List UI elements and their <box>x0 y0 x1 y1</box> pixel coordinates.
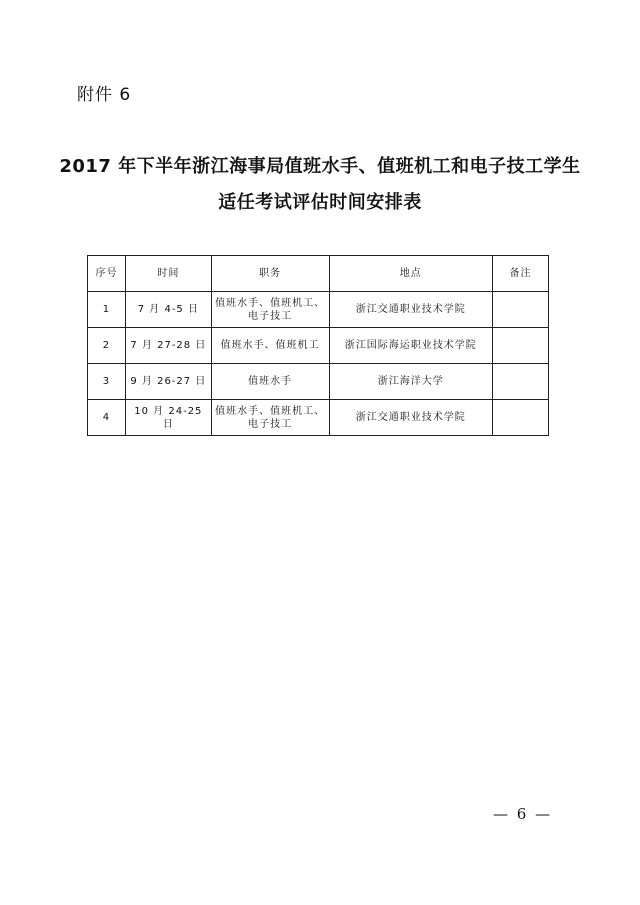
row-no: 4 <box>88 400 126 436</box>
row-time: 10 月 24-25 日 <box>125 400 211 436</box>
row-post: 值班水手 <box>211 364 329 400</box>
table-row <box>88 292 549 328</box>
page-title-line-1: 2017 年下半年浙江海事局值班水手、值班机工和电子技工学生 <box>59 156 581 177</box>
table-row <box>88 400 549 436</box>
header-location: 地点 <box>329 256 493 292</box>
row-time: 9 月 26-27 日 <box>125 364 211 400</box>
schedule-table <box>87 255 549 436</box>
table-header-row <box>88 256 549 292</box>
row-no: 1 <box>88 292 126 328</box>
header-note: 备注 <box>493 256 549 292</box>
row-post: 值班水手、值班机工、电子技工 <box>211 400 329 436</box>
header-post: 职务 <box>211 256 329 292</box>
row-note <box>493 400 549 436</box>
row-location: 浙江交通职业技术学院 <box>329 292 493 328</box>
row-time: 7 月 27-28 日 <box>125 328 211 364</box>
table-row <box>88 364 549 400</box>
row-post: 值班水手、值班机工、电子技工 <box>211 292 329 328</box>
row-note <box>493 364 549 400</box>
row-location: 浙江交通职业技术学院 <box>329 400 493 436</box>
table-row <box>88 328 549 364</box>
page-title-line-2: 适任考试评估时间安排表 <box>218 192 422 213</box>
header-time: 时间 <box>125 256 211 292</box>
row-location: 浙江海洋大学 <box>329 364 493 400</box>
row-no: 2 <box>88 328 126 364</box>
row-location: 浙江国际海运职业技术学院 <box>329 328 493 364</box>
row-time: 7 月 4-5 日 <box>125 292 211 328</box>
row-note <box>493 292 549 328</box>
header-no: 序号 <box>88 256 126 292</box>
row-note <box>493 328 549 364</box>
page-number: — 6 — <box>493 805 553 823</box>
attachment-label: 附件 6 <box>77 85 132 105</box>
row-no: 3 <box>88 364 126 400</box>
row-post: 值班水手、值班机工 <box>211 328 329 364</box>
